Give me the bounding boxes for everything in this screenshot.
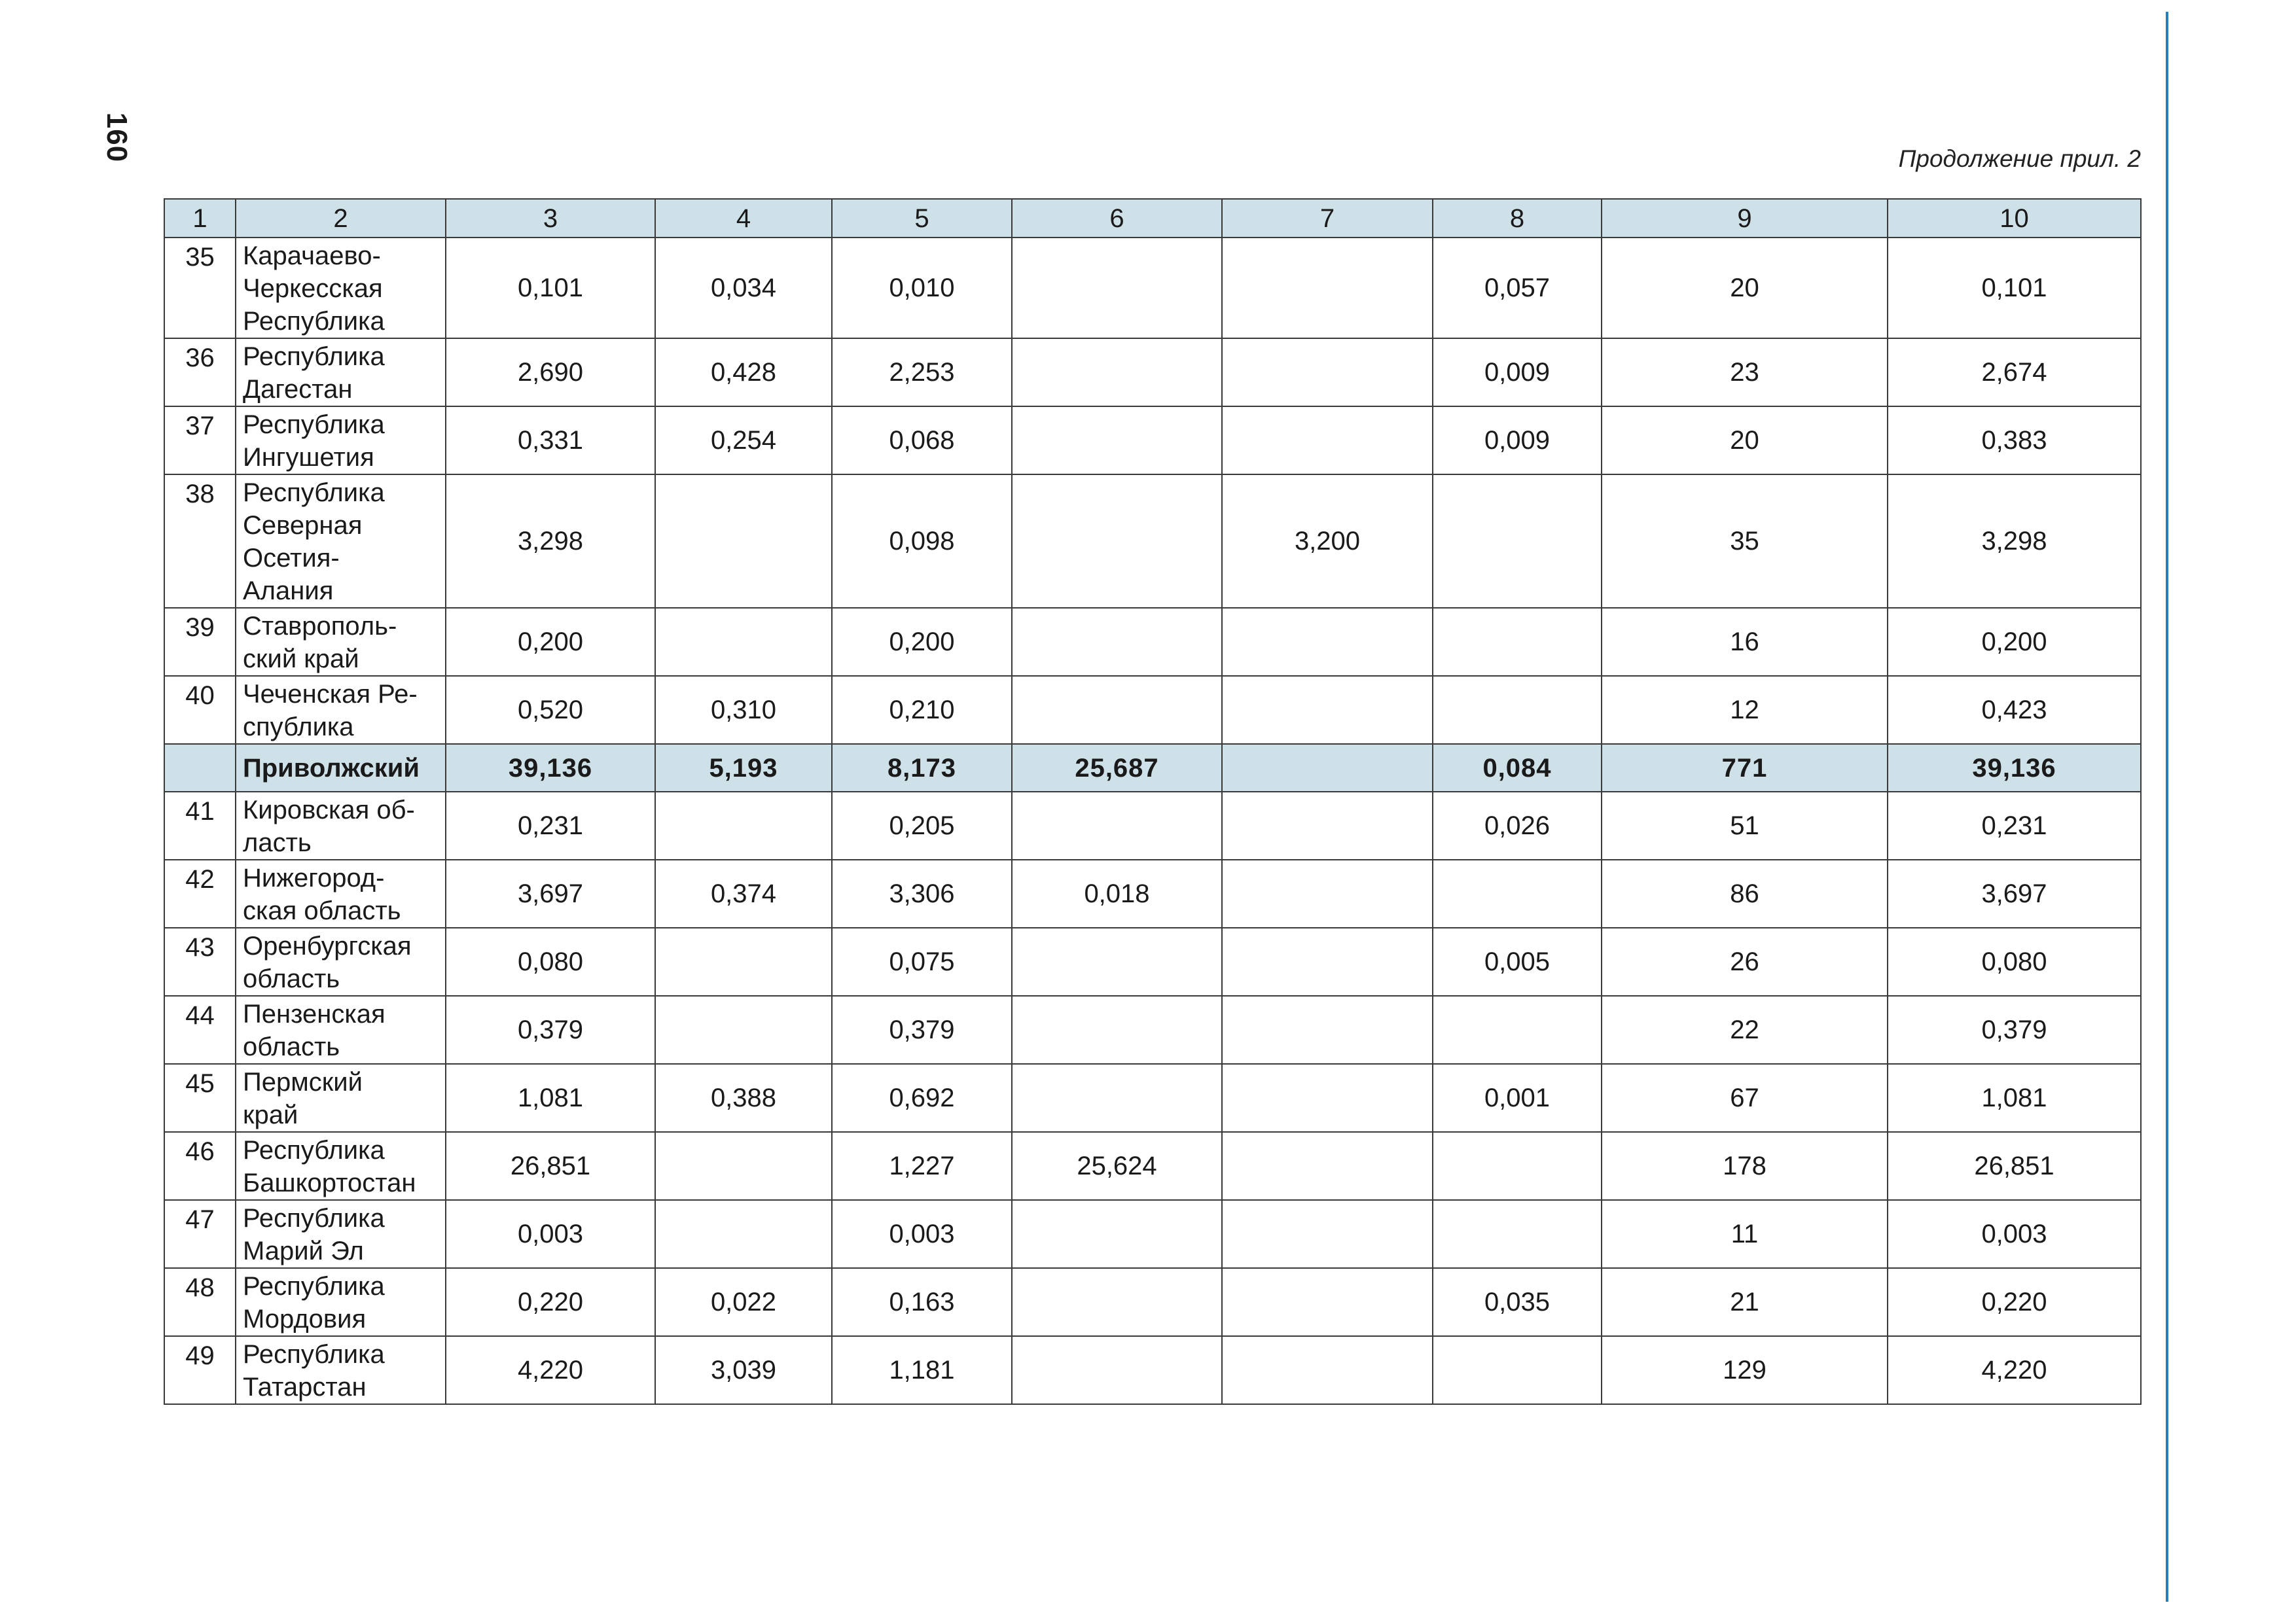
row-number: 38: [164, 474, 236, 608]
value-col-5: 0,075: [832, 928, 1012, 996]
value-col-10: 0,003: [1888, 1200, 2141, 1268]
value-col-9: 35: [1602, 474, 1888, 608]
value-col-8: 0,026: [1433, 792, 1602, 860]
value-col-10: 0,200: [1888, 608, 2141, 676]
table-row: [164, 928, 2141, 996]
value-col-3: 1,081: [446, 1064, 655, 1132]
value-col-7: [1222, 406, 1433, 474]
column-number: 10: [1888, 199, 2141, 238]
column-number: 3: [446, 199, 655, 238]
value-col-8: [1433, 608, 1602, 676]
region-name: Нижегород- ская область: [236, 860, 446, 928]
table-row: [164, 1336, 2141, 1404]
value-col-5: 0,163: [832, 1268, 1012, 1336]
value-col-4: [655, 474, 832, 608]
value-col-3: 0,220: [446, 1268, 655, 1336]
value-col-6: [1012, 608, 1222, 676]
column-number: 1: [164, 199, 236, 238]
value-col-3: 0,003: [446, 1200, 655, 1268]
value-col-3: 0,520: [446, 676, 655, 744]
value-col-10: 3,697: [1888, 860, 2141, 928]
region-name: Республика Татарстан: [236, 1336, 446, 1404]
table-row: [164, 1200, 2141, 1268]
region-name: Республика Мордовия: [236, 1268, 446, 1336]
value-col-3: 3,298: [446, 474, 655, 608]
row-number: 37: [164, 406, 236, 474]
value-col-5: 0,205: [832, 792, 1012, 860]
table-row: [164, 608, 2141, 676]
value-col-7: [1222, 238, 1433, 338]
value-col-7: [1222, 1268, 1433, 1336]
value-col-3: 39,136: [446, 744, 655, 792]
region-name: Республика Ингушетия: [236, 406, 446, 474]
value-col-9: 129: [1602, 1336, 1888, 1404]
row-number: 41: [164, 792, 236, 860]
column-number: 6: [1012, 199, 1222, 238]
side-rule: [2166, 12, 2168, 1602]
table-row: [164, 1064, 2141, 1132]
row-number: 44: [164, 996, 236, 1064]
row-number: 47: [164, 1200, 236, 1268]
value-col-6: [1012, 1200, 1222, 1268]
value-col-5: 0,068: [832, 406, 1012, 474]
value-col-10: 4,220: [1888, 1336, 2141, 1404]
value-col-5: 0,379: [832, 996, 1012, 1064]
value-col-6: [1012, 676, 1222, 744]
value-col-7: [1222, 1064, 1433, 1132]
value-col-8: 0,057: [1433, 238, 1602, 338]
region-name: Пензенская область: [236, 996, 446, 1064]
value-col-6: [1012, 1064, 1222, 1132]
value-col-10: 3,298: [1888, 474, 2141, 608]
value-col-9: 21: [1602, 1268, 1888, 1336]
value-col-4: 0,388: [655, 1064, 832, 1132]
value-col-8: 0,009: [1433, 406, 1602, 474]
table-row: [164, 406, 2141, 474]
value-col-3: 26,851: [446, 1132, 655, 1200]
value-col-7: [1222, 860, 1433, 928]
value-col-7: [1222, 676, 1433, 744]
value-col-9: 20: [1602, 406, 1888, 474]
table-row: [164, 338, 2141, 406]
column-number: 8: [1433, 199, 1602, 238]
region-name: Кировская об- ласть: [236, 792, 446, 860]
value-col-10: 0,379: [1888, 996, 2141, 1064]
value-col-6: [1012, 338, 1222, 406]
region-name: Чеченская Ре- спублика: [236, 676, 446, 744]
value-col-9: 178: [1602, 1132, 1888, 1200]
column-number: 9: [1602, 199, 1888, 238]
value-col-7: [1222, 1336, 1433, 1404]
value-col-10: 39,136: [1888, 744, 2141, 792]
value-col-9: 23: [1602, 338, 1888, 406]
value-col-7: [1222, 928, 1433, 996]
region-name: Республика Башкортостан: [236, 1132, 446, 1200]
region-name: Карачаево- Черкесская Республика: [236, 238, 446, 338]
row-number: 49: [164, 1336, 236, 1404]
appendix-table: [164, 198, 2142, 1405]
table-row: [164, 1268, 2141, 1336]
table-row: [164, 676, 2141, 744]
row-number: 36: [164, 338, 236, 406]
region-name: Республика Северная Осетия- Алания: [236, 474, 446, 608]
value-col-3: 0,379: [446, 996, 655, 1064]
table-row: [164, 474, 2141, 608]
row-number: 43: [164, 928, 236, 996]
value-col-5: 0,003: [832, 1200, 1012, 1268]
row-number: 40: [164, 676, 236, 744]
value-col-5: 8,173: [832, 744, 1012, 792]
page-number: 160: [101, 112, 133, 163]
value-col-9: 67: [1602, 1064, 1888, 1132]
value-col-6: [1012, 1268, 1222, 1336]
value-col-3: 0,080: [446, 928, 655, 996]
value-col-4: 5,193: [655, 744, 832, 792]
value-col-4: 0,254: [655, 406, 832, 474]
value-col-7: [1222, 1132, 1433, 1200]
value-col-5: 0,210: [832, 676, 1012, 744]
value-col-9: 12: [1602, 676, 1888, 744]
value-col-3: 0,231: [446, 792, 655, 860]
value-col-8: 0,084: [1433, 744, 1602, 792]
value-col-4: [655, 1200, 832, 1268]
column-number: 5: [832, 199, 1012, 238]
value-col-8: [1433, 860, 1602, 928]
value-col-4: 0,374: [655, 860, 832, 928]
row-number: 46: [164, 1132, 236, 1200]
value-col-7: 3,200: [1222, 474, 1433, 608]
region-name: Приволжский: [236, 744, 446, 792]
value-col-7: [1222, 792, 1433, 860]
value-col-10: 2,674: [1888, 338, 2141, 406]
table-row: [164, 996, 2141, 1064]
value-col-10: 0,383: [1888, 406, 2141, 474]
value-col-7: [1222, 744, 1433, 792]
value-col-5: 1,181: [832, 1336, 1012, 1404]
value-col-8: [1433, 1200, 1602, 1268]
value-col-9: 20: [1602, 238, 1888, 338]
value-col-5: 0,010: [832, 238, 1012, 338]
value-col-8: 0,005: [1433, 928, 1602, 996]
value-col-8: 0,035: [1433, 1268, 1602, 1336]
value-col-7: [1222, 1200, 1433, 1268]
value-col-3: 0,200: [446, 608, 655, 676]
value-col-10: 0,101: [1888, 238, 2141, 338]
value-col-6: [1012, 1336, 1222, 1404]
row-number: 39: [164, 608, 236, 676]
value-col-9: 771: [1602, 744, 1888, 792]
value-col-3: 4,220: [446, 1336, 655, 1404]
continuation-note: Продолжение прил. 2: [1898, 145, 2141, 172]
value-col-7: [1222, 996, 1433, 1064]
region-name: Республика Марий Эл: [236, 1200, 446, 1268]
value-col-10: 26,851: [1888, 1132, 2141, 1200]
region-name: Республика Дагестан: [236, 338, 446, 406]
column-number-row: [164, 199, 2141, 238]
value-col-8: [1433, 996, 1602, 1064]
value-col-4: [655, 608, 832, 676]
value-col-6: [1012, 406, 1222, 474]
value-col-5: 0,098: [832, 474, 1012, 608]
value-col-5: 1,227: [832, 1132, 1012, 1200]
value-col-10: 1,081: [1888, 1064, 2141, 1132]
value-col-9: 26: [1602, 928, 1888, 996]
value-col-10: 0,231: [1888, 792, 2141, 860]
table-row: [164, 860, 2141, 928]
value-col-5: 2,253: [832, 338, 1012, 406]
value-col-3: 2,690: [446, 338, 655, 406]
value-col-5: 0,692: [832, 1064, 1012, 1132]
value-col-7: [1222, 608, 1433, 676]
value-col-6: 25,624: [1012, 1132, 1222, 1200]
region-name: Оренбургская область: [236, 928, 446, 996]
value-col-3: 0,331: [446, 406, 655, 474]
value-col-4: 0,310: [655, 676, 832, 744]
value-col-6: [1012, 474, 1222, 608]
row-number: [164, 744, 236, 792]
value-col-3: 3,697: [446, 860, 655, 928]
row-number: 48: [164, 1268, 236, 1336]
row-number: 42: [164, 860, 236, 928]
value-col-9: 11: [1602, 1200, 1888, 1268]
column-number: 4: [655, 199, 832, 238]
value-col-9: 51: [1602, 792, 1888, 860]
value-col-4: [655, 928, 832, 996]
value-col-8: 0,001: [1433, 1064, 1602, 1132]
row-number: 35: [164, 238, 236, 338]
value-col-9: 86: [1602, 860, 1888, 928]
value-col-8: [1433, 474, 1602, 608]
value-col-4: [655, 792, 832, 860]
value-col-10: 0,080: [1888, 928, 2141, 996]
value-col-4: 0,034: [655, 238, 832, 338]
value-col-4: 3,039: [655, 1336, 832, 1404]
value-col-6: [1012, 996, 1222, 1064]
column-number: 2: [236, 199, 446, 238]
table-body: [164, 199, 2141, 1404]
table-row: [164, 238, 2141, 338]
column-number: 7: [1222, 199, 1433, 238]
value-col-10: 0,220: [1888, 1268, 2141, 1336]
region-name: Пермский край: [236, 1064, 446, 1132]
value-col-9: 16: [1602, 608, 1888, 676]
value-col-6: 0,018: [1012, 860, 1222, 928]
value-col-8: [1433, 1132, 1602, 1200]
value-col-8: [1433, 1336, 1602, 1404]
value-col-7: [1222, 338, 1433, 406]
value-col-8: [1433, 676, 1602, 744]
value-col-6: [1012, 792, 1222, 860]
subtotal-row: [164, 744, 2141, 792]
value-col-4: 0,022: [655, 1268, 832, 1336]
region-name: Ставрополь- ский край: [236, 608, 446, 676]
value-col-4: 0,428: [655, 338, 832, 406]
value-col-5: 0,200: [832, 608, 1012, 676]
value-col-8: 0,009: [1433, 338, 1602, 406]
table-row: [164, 1132, 2141, 1200]
value-col-6: [1012, 928, 1222, 996]
value-col-10: 0,423: [1888, 676, 2141, 744]
value-col-4: [655, 996, 832, 1064]
value-col-6: [1012, 238, 1222, 338]
row-number: 45: [164, 1064, 236, 1132]
value-col-5: 3,306: [832, 860, 1012, 928]
table-row: [164, 792, 2141, 860]
value-col-3: 0,101: [446, 238, 655, 338]
value-col-4: [655, 1132, 832, 1200]
value-col-9: 22: [1602, 996, 1888, 1064]
value-col-6: 25,687: [1012, 744, 1222, 792]
